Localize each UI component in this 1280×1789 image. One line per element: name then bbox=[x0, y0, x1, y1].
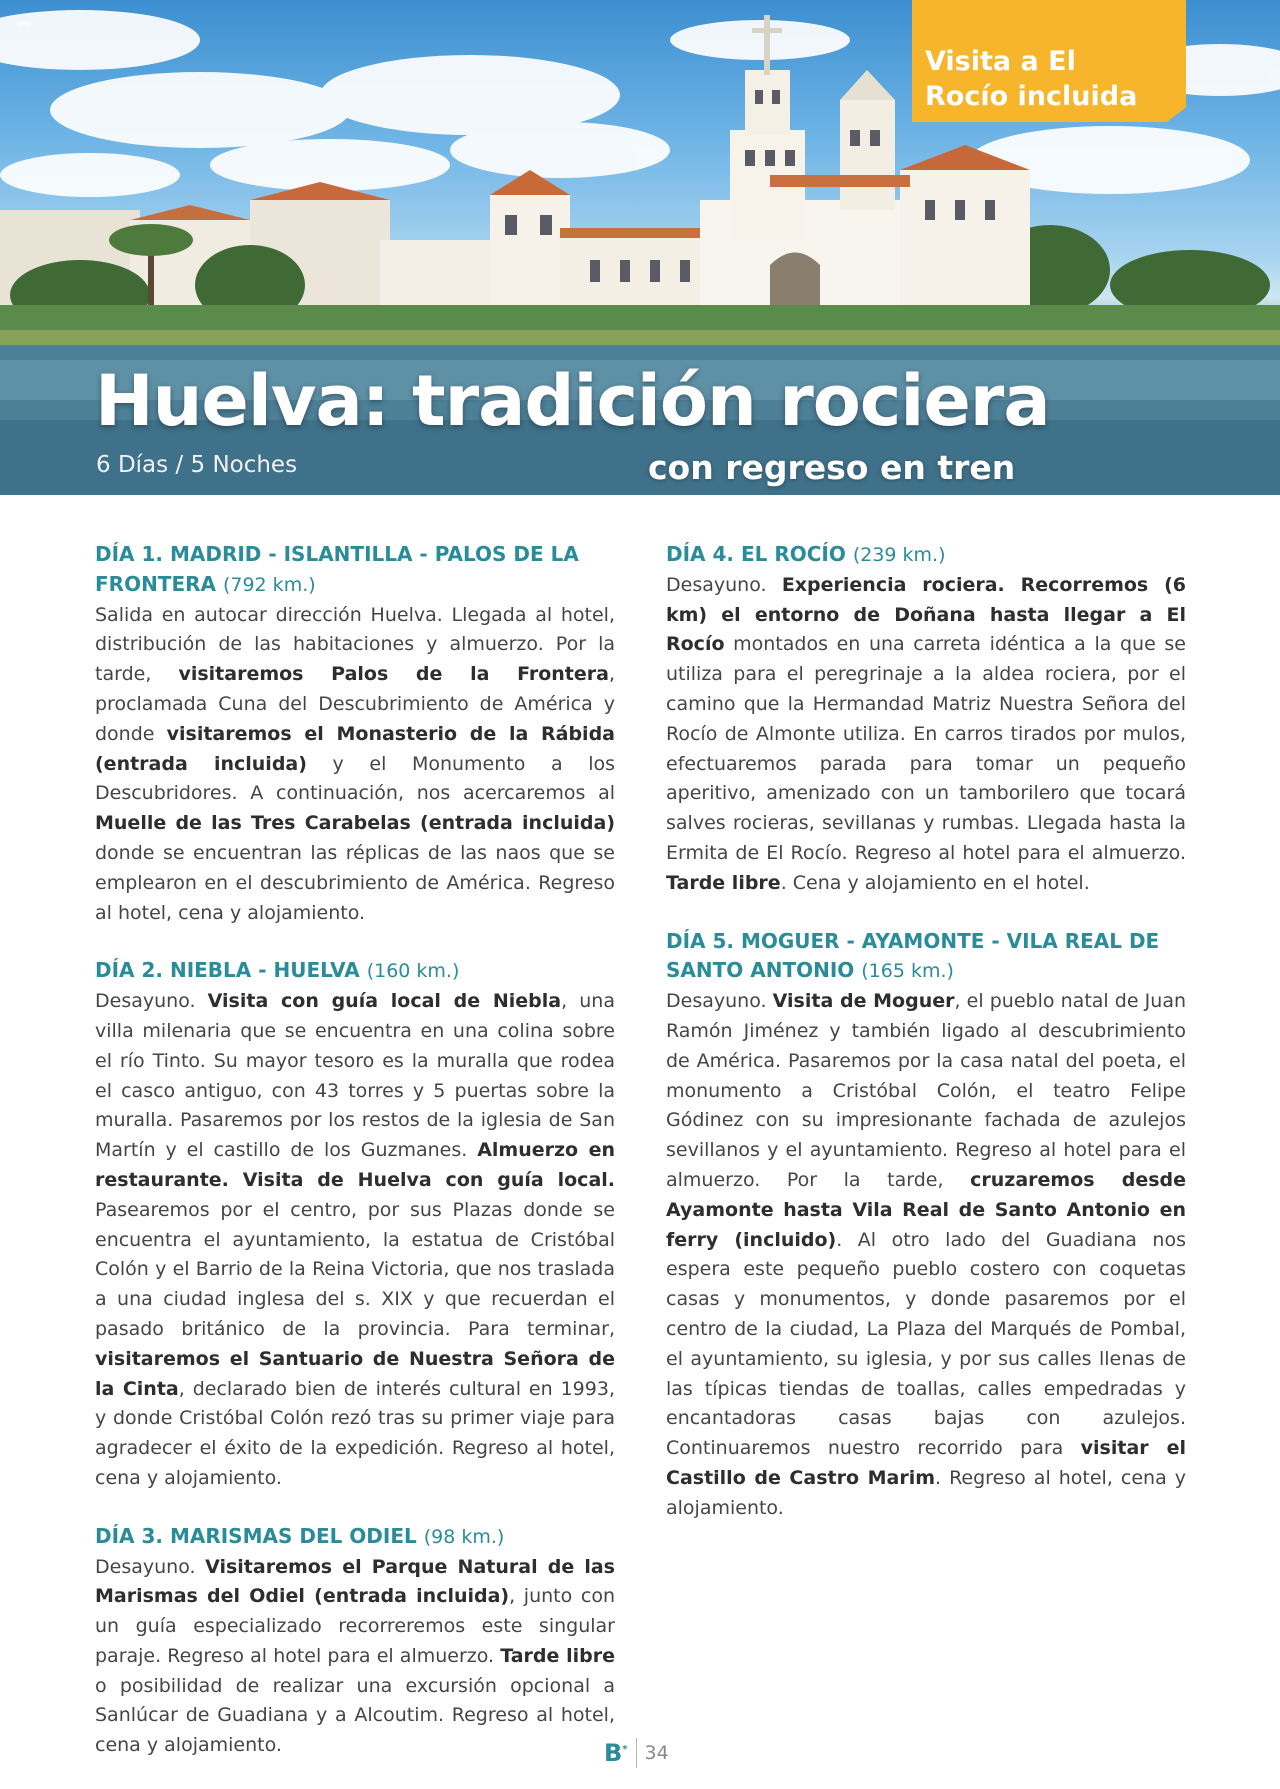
body-text: Desayuno. bbox=[95, 990, 208, 1013]
body-text: Salida en autocar dirección Huelva. Llegada al hotel, distribución de las habitaciones y almuerzo. Por la tarde, bbox=[95, 603, 615, 686]
brand-logo-mark: * bbox=[622, 1744, 628, 1755]
brand-logo-letter: B bbox=[604, 1739, 623, 1767]
hero-image bbox=[0, 0, 1280, 495]
body-text: y el Monumento a los Descubridores. A continuación, nos acercaremos al bbox=[95, 752, 615, 805]
highlighted-text: Tarde libre bbox=[500, 1644, 615, 1667]
highlighted-text: Visita de Moguer bbox=[772, 990, 955, 1013]
day-distance: (98 km.) bbox=[423, 1525, 505, 1548]
highlighted-text: Almuerzo en restaurante. Visita de Huelva con guía local. bbox=[95, 1139, 616, 1191]
highlighted-text: visitaremos Palos de la Frontera bbox=[178, 663, 609, 686]
highlighted-text: cruzaremos desde Ayamonte hasta Vila Real de Santo Antonio en ferry (incluido) bbox=[666, 1168, 1187, 1251]
page-subtitle: con regreso en tren bbox=[648, 448, 1016, 487]
day-description bbox=[666, 571, 1186, 899]
day-label: DÍA 2. NIEBLA - HUELVA bbox=[95, 958, 360, 983]
body-text: o posibilidad de realizar una excursión opcional a Sanlúcar de Guadiana y a Alcoutim. Regreso al hotel, cena y alojamiento. bbox=[95, 1674, 615, 1757]
body-text: . Al otro lado del Guadiana nos espera este pequeño pueblo costero con coquetas casas y monumentos, y donde pasaremos por el centro de la ciudad, La Plaza del Marqués de Pombal, el ayuntamiento, su iglesia, y por sus calles llenas de las típicas tiendas de toallas, calles empedradas y encantadoras casas bajas con azulejos. Continuaremos nuestro recorrido para bbox=[666, 1228, 1186, 1460]
day-heading bbox=[666, 927, 1186, 988]
day-label: DÍA 4. EL ROCÍO bbox=[666, 542, 846, 566]
trip-duration: 6 Días / 5 Noches bbox=[96, 452, 298, 478]
highlighted-text: Experiencia rociera. Recorremos (6 km) el entorno de Doñana hasta llegar a El Rocío bbox=[666, 573, 1187, 656]
highlighted-text: Muelle de las Tres Carabelas (entrada incluida) bbox=[95, 812, 615, 835]
highlighted-text: Tarde libre bbox=[666, 871, 781, 894]
promo-badge-text: Visita a El Rocío incluida bbox=[925, 46, 1138, 112]
itinerary-column-left bbox=[95, 540, 615, 1789]
itinerary-day-3 bbox=[95, 1522, 615, 1761]
brand-logo bbox=[604, 1739, 628, 1767]
day-heading bbox=[95, 1522, 615, 1553]
body-text: , el pueblo natal de Juan Ramón Jiménez y también ligado al descubrimiento de América. Pasaremos por la casa natal del poeta, el monumento a Cristóbal Colón, el teatro Felipe Gódinez con su impresionante fachada de azulejos sevillanos y el ayuntamiento. Regreso al hotel para el almuerzo. Por la tarde, bbox=[666, 990, 1187, 1191]
highlighted-text: Visitaremos el Parque Natural de las Marismas del Odiel (entrada incluida) bbox=[95, 1555, 615, 1608]
body-text: . Cena y alojamiento en el hotel. bbox=[780, 871, 1090, 894]
day-label: DÍA 3. MARISMAS DEL ODIEL bbox=[95, 1523, 417, 1548]
day-description bbox=[95, 987, 615, 1494]
page-number: 34 bbox=[644, 1742, 669, 1764]
day-heading bbox=[95, 540, 615, 601]
body-text: . Regreso al hotel, cena y alojamiento. bbox=[666, 1466, 1186, 1519]
page-title: Huelva: tradición rociera bbox=[95, 360, 1050, 442]
itinerary-day-4 bbox=[666, 540, 1186, 899]
itinerary-column-right bbox=[666, 540, 1186, 1552]
day-description bbox=[95, 601, 615, 929]
highlighted-text: visitar el Castillo de Castro Marim bbox=[666, 1437, 1186, 1489]
day-distance: (792 km.) bbox=[222, 573, 316, 596]
day-description bbox=[95, 1553, 615, 1762]
day-distance: (160 km.) bbox=[366, 960, 460, 983]
day-distance: (239 km.) bbox=[852, 544, 946, 566]
highlighted-text: visitaremos el Monasterio de la Rábida (entrada incluida) bbox=[95, 722, 615, 775]
day-description bbox=[666, 987, 1186, 1523]
body-text: Desayuno. bbox=[95, 1555, 206, 1578]
day-distance: (165 km.) bbox=[861, 960, 954, 983]
page-footer bbox=[604, 1738, 669, 1768]
body-text: Desayuno. bbox=[666, 990, 773, 1013]
body-text: Pasearemos por el centro, por sus Plazas donde se encuentra el ayuntamiento, la estatua de Cristóbal Colón y el Barrio de la Reina Victoria, que nos traslada a una ciudad inglesa del s. XIX y que recuerdan el pasado británico de la provincia. Para terminar, bbox=[95, 1198, 615, 1340]
body-text: , una villa milenaria que se encuentra en una colina sobre el río Tinto. Su mayor tesoro es la muralla que rodea el casco antiguo, con 43 torres y 5 puertas sobre la muralla. Pasaremos por los restos de la iglesia de San Martín y el castillo de los Guzmanes. bbox=[95, 990, 615, 1162]
day-heading bbox=[666, 540, 1186, 571]
itinerary-day-5 bbox=[666, 927, 1186, 1524]
body-text: , junto con un guía especializado recorreremos este singular paraje. Regreso al hotel para el almuerzo. bbox=[95, 1585, 615, 1667]
itinerary-day-1 bbox=[95, 540, 615, 928]
day-heading bbox=[95, 956, 615, 987]
body-text: Desayuno. bbox=[666, 573, 782, 596]
menu-icon[interactable] bbox=[18, 22, 30, 25]
body-text: montados en una carreta idéntica a la que se utiliza para el peregrinaje a la aldea rociera, por el camino que la Hermandad Matriz Nuestra Señora del Rocío de Almonte utiliza. En carros tirados por mulos, efectuaremos parada para tomar un pequeño aperitivo, amenizado con un tamborilero que tocará salves rocieras, sevillanas y rumbas. Llegada hasta la Ermita de El Rocío. Regreso al hotel para el almuerzo. bbox=[666, 633, 1186, 864]
itinerary-day-2 bbox=[95, 956, 615, 1493]
footer-divider bbox=[636, 1738, 637, 1768]
day-label: DÍA 5. MOGUER - AYAMONTE - VILA REAL DE SANTO ANTONIO bbox=[666, 928, 1160, 983]
body-text: donde se encuentran las réplicas de las naos que se emplearon en el descubrimiento de América. Regreso al hotel, cena y alojamiento. bbox=[95, 841, 615, 924]
body-text: , declarado bien de interés cultural en 1993, y donde Cristóbal Colón rezó tras su primer viaje para agradecer el éxito de la expedición. Regreso al hotel, cena y alojamiento. bbox=[95, 1377, 615, 1489]
highlighted-text: visitaremos el Santuario de Nuestra Señora de la Cinta bbox=[95, 1347, 615, 1400]
highlighted-text: Visita con guía local de Niebla bbox=[207, 990, 562, 1013]
body-text: , proclamada Cuna del Descubrimiento de América y donde bbox=[95, 663, 615, 745]
day-label: DÍA 1. MADRID - ISLANTILLA - PALOS DE LA FRONTERA bbox=[95, 542, 579, 596]
